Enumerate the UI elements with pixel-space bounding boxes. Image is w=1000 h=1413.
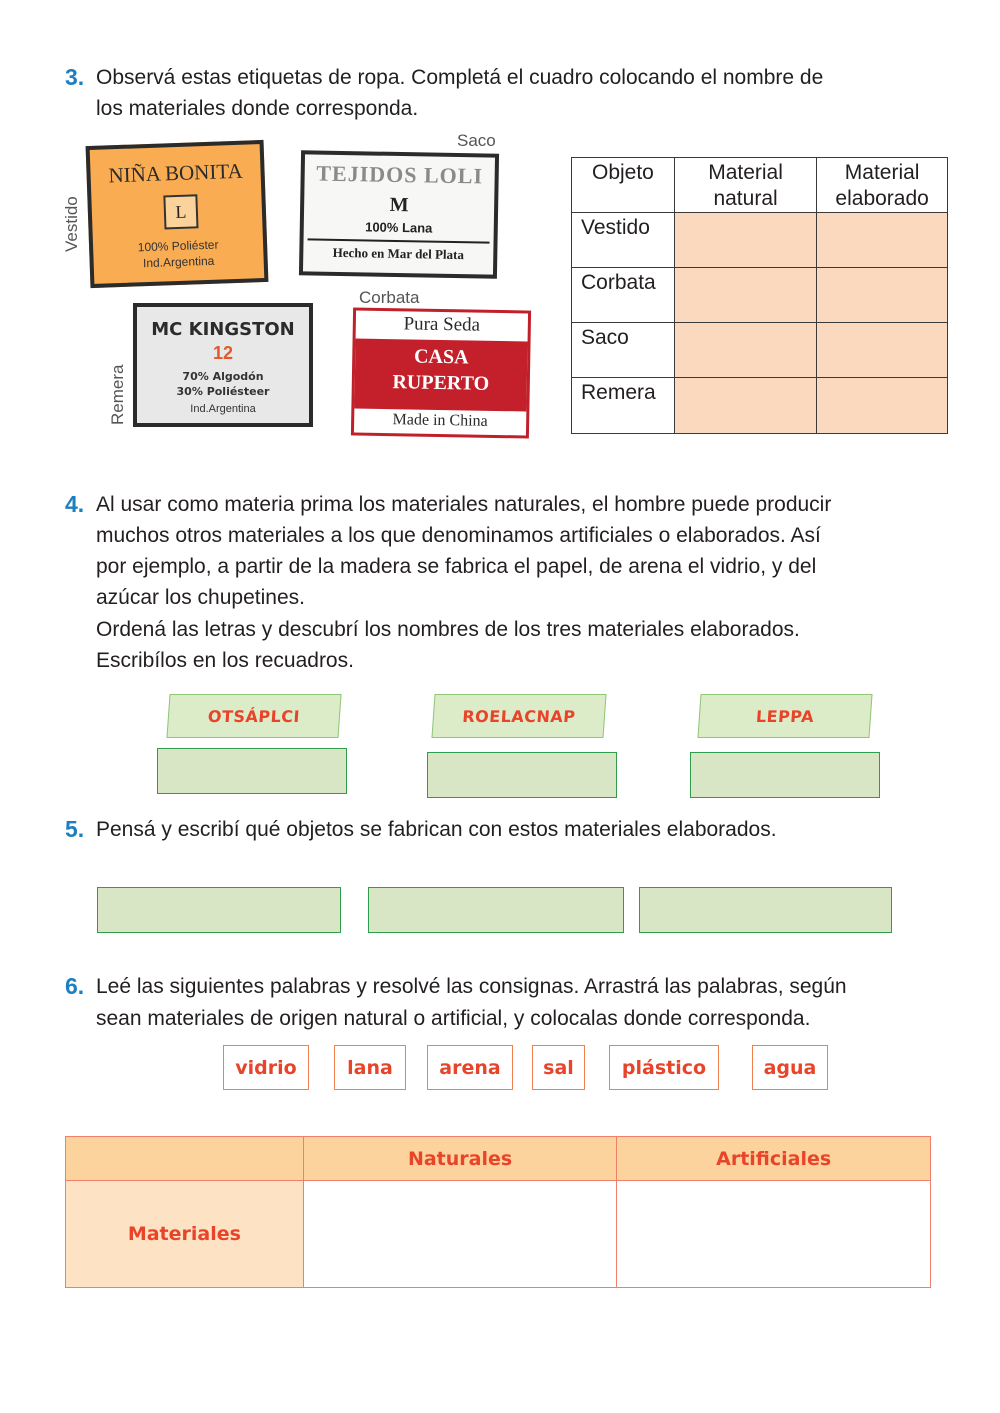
tag-corbata-material: Pura Seda <box>403 313 481 336</box>
question-4-line-6: Escribílos en los recuadros. <box>96 649 354 672</box>
tag-remera-origin: Ind.Argentina <box>190 403 256 415</box>
table-corner-cell <box>66 1137 304 1181</box>
draggable-word-plastico[interactable]: plástico <box>609 1045 719 1090</box>
question-4-line-4: azúcar los chupetines. <box>96 586 305 609</box>
draggable-word-sal[interactable]: sal <box>532 1045 585 1090</box>
tag-saco-origin: Hecho en Mar del Plata <box>332 244 465 263</box>
table-row-label: Saco <box>572 323 675 378</box>
table-header-natural: Material natural <box>674 158 816 213</box>
materials-table-q3 <box>571 157 948 434</box>
table-row-label: Corbata <box>572 268 675 323</box>
answer-box-object-2[interactable] <box>368 887 624 933</box>
tag-remera-material-1: 70% Algodón <box>182 370 264 383</box>
tag-vestido-size: L <box>163 194 198 229</box>
answer-box-object-1[interactable] <box>97 887 341 933</box>
tag-remera-material-2: 30% Poliésteer <box>176 385 270 398</box>
table-row-label: Vestido <box>572 213 675 268</box>
table-row-label: Remera <box>572 378 675 434</box>
question-4-line-1: Al usar como materia prima los materiales naturales, el hombre puede producir <box>96 493 832 516</box>
tag-corbata <box>351 307 531 438</box>
drop-zone-artificiales[interactable] <box>617 1181 931 1288</box>
question-3-line-1: Observá estas etiquetas de ropa. Completá el cuadro colocando el nombre de <box>96 66 824 89</box>
scrambled-word-2: ROELACNAP <box>431 694 606 738</box>
tag-vestido-side-label: Vestido <box>62 196 81 252</box>
answer-cell-saco-natural[interactable] <box>674 323 816 378</box>
table-header-objeto: Objeto <box>572 158 675 213</box>
tag-remera-side-label: Remera <box>108 364 127 425</box>
row-header-materiales: Materiales <box>66 1181 304 1288</box>
answer-cell-saco-elaborado[interactable] <box>817 323 948 378</box>
question-3-line-2: los materiales donde corresponda. <box>96 97 419 120</box>
answer-box-word-3[interactable] <box>690 752 880 798</box>
tag-vestido-material: 100% Poliéster <box>137 237 219 255</box>
draggable-word-vidrio[interactable]: vidrio <box>223 1045 309 1090</box>
tag-corbata-brand-2: RUPERTO <box>392 371 490 395</box>
draggable-word-lana[interactable]: lana <box>334 1045 406 1090</box>
scrambled-word-1: OTSÁPLCI <box>166 694 341 738</box>
tag-saco-side-label: Saco <box>457 131 496 150</box>
question-6-number: 6. <box>65 973 85 999</box>
answer-cell-corbata-natural[interactable] <box>674 268 816 323</box>
question-4-number: 4. <box>65 491 85 517</box>
answer-cell-corbata-elaborado[interactable] <box>817 268 948 323</box>
answer-cell-remera-natural[interactable] <box>674 378 816 434</box>
question-6-line-2: sean materiales de origen natural o artificial, y colocalas donde corresponda. <box>96 1007 811 1030</box>
answer-box-object-3[interactable] <box>639 887 892 933</box>
table-header-elaborado: Material elaborado <box>817 158 948 213</box>
tag-vestido-origin: Ind.Argentina <box>142 253 215 271</box>
tag-vestido <box>86 140 269 288</box>
scrambled-word-3: LEPPA <box>697 694 872 738</box>
tag-remera-brand: MC KINGSTON <box>151 319 295 340</box>
tag-saco-brand: TEJIDOS LOLI <box>316 160 484 189</box>
answer-cell-remera-elaborado[interactable] <box>817 378 948 434</box>
question-4-line-3: por ejemplo, a partir de la madera se fabrica el papel, de arena el vidrio, y del <box>96 555 817 578</box>
question-4-line-5: Ordená las letras y descubrí los nombres de los tres materiales elaborados. <box>96 618 800 641</box>
question-5-number: 5. <box>65 816 85 842</box>
answer-box-word-2[interactable] <box>427 752 617 798</box>
question-4-line-2: muchos otros materiales a los que denominamos artificiales o elaborados. Así <box>96 524 821 547</box>
tag-saco-material: 100% Lana <box>365 219 433 236</box>
column-header-naturales: Naturales <box>303 1137 617 1181</box>
question-3-number: 3. <box>65 64 85 90</box>
question-6-line-1: Leé las siguientes palabras y resolvé las consignas. Arrastrá las palabras, según <box>96 975 847 998</box>
tag-corbata-origin: Made in China <box>392 411 488 430</box>
answer-cell-vestido-elaborado[interactable] <box>817 213 948 268</box>
tag-saco-size: M <box>389 193 409 217</box>
draggable-word-agua[interactable]: agua <box>752 1045 828 1090</box>
drop-zone-naturales[interactable] <box>303 1181 617 1288</box>
draggable-word-arena[interactable]: arena <box>427 1045 513 1090</box>
column-header-artificiales: Artificiales <box>617 1137 931 1181</box>
tag-vestido-brand: NIÑA BONITA <box>108 158 244 188</box>
tag-corbata-brand-1: CASA <box>413 345 469 369</box>
tag-remera <box>133 303 313 427</box>
tag-saco <box>299 150 499 278</box>
classification-table-q6 <box>65 1136 931 1288</box>
tag-remera-size: 12 <box>212 343 234 363</box>
question-5-text: Pensá y escribí qué objetos se fabrican con estos materiales elaborados. <box>96 818 777 841</box>
answer-cell-vestido-natural[interactable] <box>674 213 816 268</box>
tag-corbata-side-label: Corbata <box>359 288 420 307</box>
answer-box-word-1[interactable] <box>157 748 347 794</box>
